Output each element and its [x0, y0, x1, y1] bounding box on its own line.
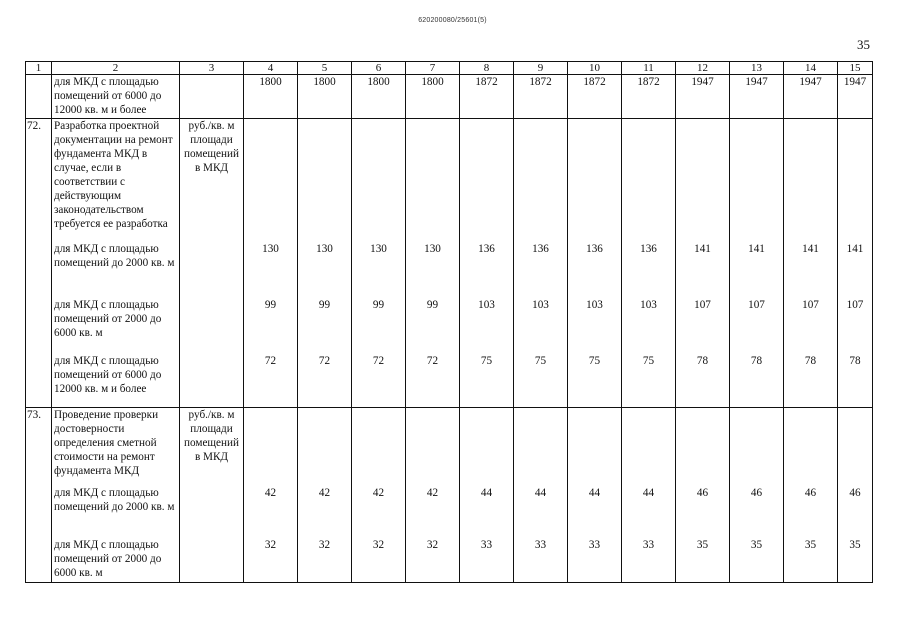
page-number: 35 [857, 37, 870, 52]
column-header: 2 [52, 62, 180, 75]
value-cell: 35 [730, 538, 784, 583]
value-cell: 136 [514, 242, 568, 298]
value-cell: 44 [622, 486, 676, 538]
value-cell: 75 [460, 354, 514, 408]
value-cell: 1947 [730, 75, 784, 119]
value-cell: 1800 [406, 75, 460, 119]
value-cell [352, 408, 406, 486]
value-cell: 46 [730, 486, 784, 538]
description-cell: для МКД с площадью помещений от 6000 до 12000 кв. м и более [52, 354, 180, 408]
table-row [26, 408, 873, 486]
value-cell: 1800 [352, 75, 406, 119]
value-cell: 141 [676, 242, 730, 298]
value-cell: 141 [784, 242, 838, 298]
value-cell [676, 408, 730, 486]
column-header: 8 [460, 62, 514, 75]
table-row [26, 298, 873, 354]
value-cell: 75 [514, 354, 568, 408]
value-cell: 33 [568, 538, 622, 583]
value-cell: 78 [730, 354, 784, 408]
column-header: 6 [352, 62, 406, 75]
value-cell [406, 119, 460, 242]
value-cell [676, 119, 730, 242]
value-cell: 32 [244, 538, 298, 583]
value-cell [730, 408, 784, 486]
row-number-cell [26, 75, 52, 119]
value-cell: 72 [298, 354, 352, 408]
table-row [26, 119, 873, 242]
value-cell: 42 [298, 486, 352, 538]
description-cell: Проведение проверки достоверности определения сметной стоимости на ремонт фундамента МКД [52, 408, 180, 486]
header-row [26, 62, 873, 75]
value-cell: 1947 [838, 75, 873, 119]
column-header: 4 [244, 62, 298, 75]
value-cell: 35 [838, 538, 873, 583]
value-cell [460, 408, 514, 486]
value-cell: 78 [784, 354, 838, 408]
value-cell: 99 [352, 298, 406, 354]
value-cell [838, 408, 873, 486]
unit-cell [180, 75, 244, 119]
value-cell: 141 [838, 242, 873, 298]
description-cell: для МКД с площадью помещений до 2000 кв. м [52, 486, 180, 538]
value-cell: 1872 [514, 75, 568, 119]
value-cell [514, 119, 568, 242]
value-cell [298, 408, 352, 486]
value-cell [244, 408, 298, 486]
description-cell: для МКД с площадью помещений до 2000 кв. м [52, 242, 180, 298]
value-cell: 75 [622, 354, 676, 408]
value-cell [730, 119, 784, 242]
column-header: 3 [180, 62, 244, 75]
value-cell: 1947 [676, 75, 730, 119]
value-cell: 42 [406, 486, 460, 538]
value-cell [568, 408, 622, 486]
description-cell: для МКД с площадью помещений от 2000 до 6000 кв. м [52, 298, 180, 354]
row-number-cell [26, 242, 52, 298]
value-cell: 103 [568, 298, 622, 354]
value-cell [406, 408, 460, 486]
value-cell: 44 [460, 486, 514, 538]
value-cell: 99 [406, 298, 460, 354]
value-cell: 32 [406, 538, 460, 583]
tariff-table [25, 61, 873, 583]
column-header: 10 [568, 62, 622, 75]
table-row [26, 538, 873, 583]
value-cell [784, 408, 838, 486]
unit-cell [180, 538, 244, 583]
value-cell: 44 [514, 486, 568, 538]
value-cell: 107 [784, 298, 838, 354]
value-cell: 33 [622, 538, 676, 583]
row-number-cell: 73. [26, 408, 52, 486]
value-cell: 130 [352, 242, 406, 298]
description-cell: для МКД с площадью помещений от 6000 до 12000 кв. м и более [52, 75, 180, 119]
value-cell: 107 [838, 298, 873, 354]
column-header: 14 [784, 62, 838, 75]
value-cell: 130 [406, 242, 460, 298]
table-row [26, 354, 873, 408]
value-cell: 130 [244, 242, 298, 298]
value-cell: 1800 [244, 75, 298, 119]
value-cell [514, 408, 568, 486]
value-cell: 1872 [460, 75, 514, 119]
unit-cell [180, 354, 244, 408]
value-cell: 42 [352, 486, 406, 538]
value-cell: 35 [784, 538, 838, 583]
column-header: 9 [514, 62, 568, 75]
value-cell: 32 [352, 538, 406, 583]
value-cell: 75 [568, 354, 622, 408]
table-row [26, 75, 873, 119]
unit-cell [180, 298, 244, 354]
value-cell: 72 [352, 354, 406, 408]
column-header: 13 [730, 62, 784, 75]
value-cell: 1800 [298, 75, 352, 119]
unit-cell [180, 486, 244, 538]
value-cell: 99 [298, 298, 352, 354]
value-cell: 99 [244, 298, 298, 354]
value-cell [838, 119, 873, 242]
value-cell: 32 [298, 538, 352, 583]
value-cell [622, 408, 676, 486]
row-number-cell [26, 298, 52, 354]
value-cell [460, 119, 514, 242]
value-cell: 46 [676, 486, 730, 538]
value-cell: 136 [460, 242, 514, 298]
value-cell: 136 [622, 242, 676, 298]
description-cell: для МКД с площадью помещений от 2000 до 6000 кв. м [52, 538, 180, 583]
value-cell: 1872 [622, 75, 676, 119]
document-id: 620200080/25601(5) [418, 17, 487, 24]
value-cell: 72 [244, 354, 298, 408]
value-cell: 33 [514, 538, 568, 583]
column-header: 12 [676, 62, 730, 75]
value-cell [622, 119, 676, 242]
description-cell: Разработка проектной документации на ремонт фундамента МКД в случае, если в соответствии с действующим законодательством требуется ее разработка [52, 119, 180, 242]
value-cell: 103 [514, 298, 568, 354]
value-cell: 42 [244, 486, 298, 538]
value-cell: 141 [730, 242, 784, 298]
unit-cell: руб./кв. м площади помещений в МКД [180, 408, 244, 486]
value-cell: 107 [676, 298, 730, 354]
value-cell: 107 [730, 298, 784, 354]
value-cell: 44 [568, 486, 622, 538]
value-cell: 33 [460, 538, 514, 583]
value-cell: 78 [838, 354, 873, 408]
value-cell [244, 119, 298, 242]
value-cell: 46 [838, 486, 873, 538]
column-header: 1 [26, 62, 52, 75]
value-cell: 35 [676, 538, 730, 583]
column-header: 11 [622, 62, 676, 75]
value-cell [298, 119, 352, 242]
value-cell [784, 119, 838, 242]
unit-cell: руб./кв. м площади помещений в МКД [180, 119, 244, 242]
value-cell [568, 119, 622, 242]
value-cell: 103 [460, 298, 514, 354]
value-cell: 136 [568, 242, 622, 298]
row-number-cell [26, 538, 52, 583]
value-cell: 46 [784, 486, 838, 538]
value-cell: 130 [298, 242, 352, 298]
column-header: 15 [838, 62, 873, 75]
value-cell: 72 [406, 354, 460, 408]
value-cell: 78 [676, 354, 730, 408]
column-header: 7 [406, 62, 460, 75]
table-body [26, 62, 873, 583]
value-cell: 103 [622, 298, 676, 354]
unit-cell [180, 242, 244, 298]
value-cell: 1947 [784, 75, 838, 119]
value-cell: 1872 [568, 75, 622, 119]
row-number-cell [26, 354, 52, 408]
table-row [26, 242, 873, 298]
table-row [26, 486, 873, 538]
row-number-cell [26, 486, 52, 538]
column-header: 5 [298, 62, 352, 75]
row-number-cell: 72. [26, 119, 52, 242]
value-cell [352, 119, 406, 242]
